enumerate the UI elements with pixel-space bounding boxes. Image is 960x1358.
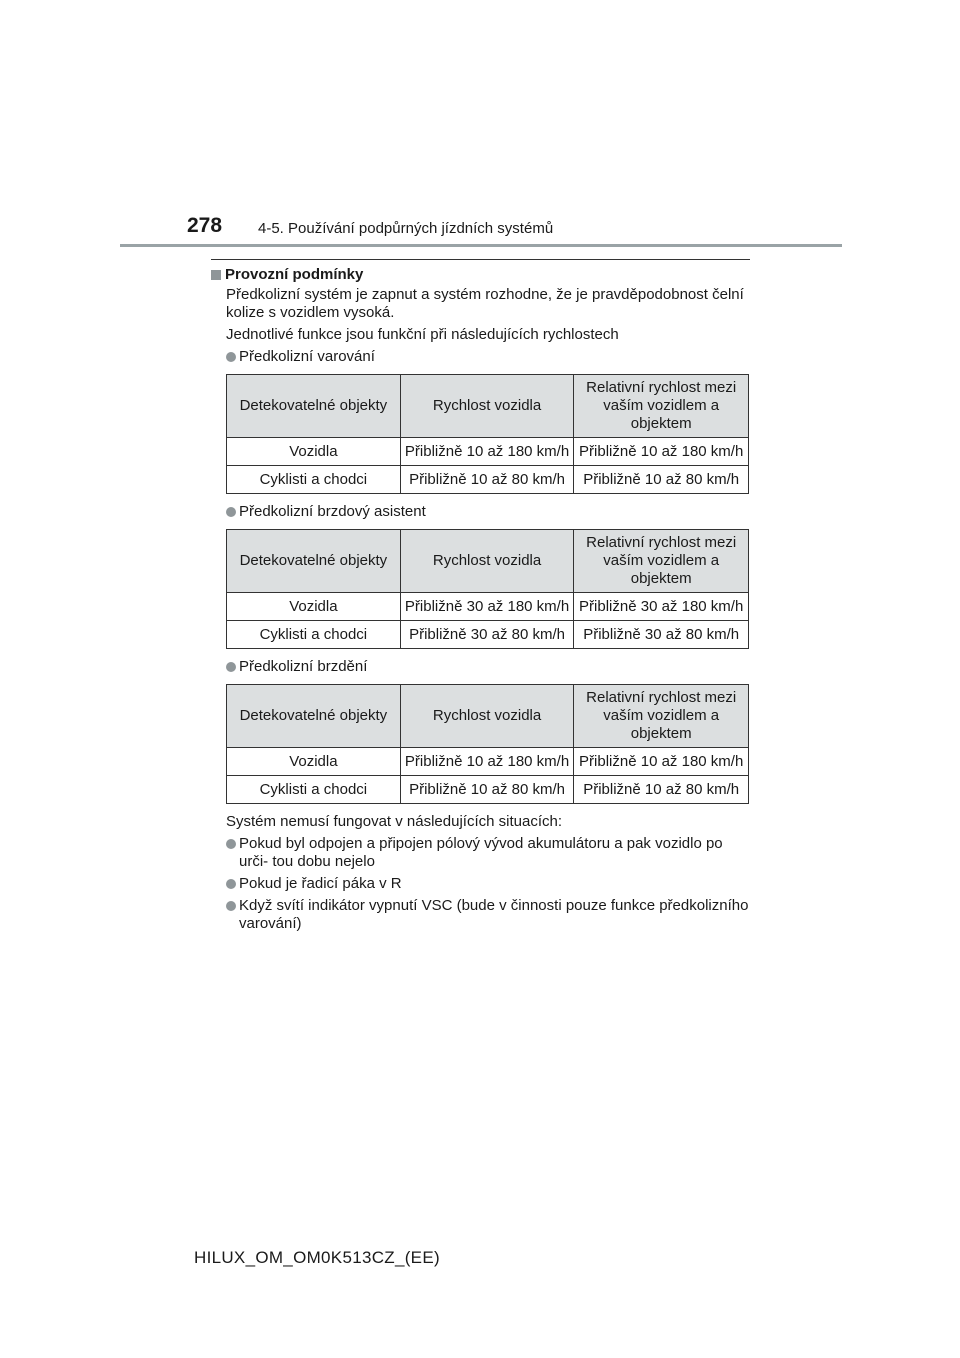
round-bullet-icon bbox=[226, 662, 236, 672]
table-header-cell: Rychlost vozidla bbox=[400, 375, 574, 438]
table-title-bullet bbox=[226, 503, 751, 521]
table-title: Předkolizní brzdění bbox=[239, 658, 368, 675]
table-header-row bbox=[227, 685, 749, 748]
content-divider bbox=[211, 259, 750, 260]
table-cell: Cyklisti a chodci bbox=[227, 776, 401, 804]
table-cell: Přibližně 10 až 80 km/h bbox=[574, 776, 749, 804]
table-cell: Přibližně 30 až 80 km/h bbox=[574, 621, 749, 649]
table-row bbox=[227, 466, 749, 494]
table-cell: Přibližně 10 až 80 km/h bbox=[400, 466, 574, 494]
table-cell: Přibližně 30 až 80 km/h bbox=[400, 621, 574, 649]
table-header-row bbox=[227, 530, 749, 593]
round-bullet-icon bbox=[226, 839, 236, 849]
round-bullet-icon bbox=[226, 879, 236, 889]
speed-table-braking bbox=[226, 684, 749, 804]
table-header-row bbox=[227, 375, 749, 438]
document-code: HILUX_OM_OM0K513CZ_(EE) bbox=[194, 1248, 440, 1267]
table-header-cell: Relativní rychlost mezi vaším vozidlem a objektem bbox=[574, 375, 749, 438]
page-content bbox=[211, 266, 751, 937]
square-bullet-icon bbox=[211, 270, 221, 280]
limitation-item bbox=[226, 897, 751, 933]
table-cell: Přibližně 10 až 180 km/h bbox=[400, 748, 574, 776]
section-heading bbox=[211, 266, 751, 284]
limitation-text: Pokud je řadicí páka v R bbox=[239, 875, 402, 892]
limitations-intro: Systém nemusí fungovat v následujících situacích: bbox=[226, 813, 562, 830]
section-title: 4-5. Používání podpůrných jízdních systémů bbox=[258, 220, 554, 237]
speed-table-warning bbox=[226, 374, 749, 494]
table-cell: Přibližně 10 až 80 km/h bbox=[400, 776, 574, 804]
table-title-bullet bbox=[226, 348, 751, 366]
table-header-cell: Rychlost vozidla bbox=[400, 530, 574, 593]
section-heading-text: Provozní podmínky bbox=[225, 266, 364, 283]
table-header-cell: Detekovatelné objekty bbox=[227, 530, 401, 593]
table-cell: Přibližně 10 až 80 km/h bbox=[574, 466, 749, 494]
table-title-bullet bbox=[226, 658, 751, 676]
table-row bbox=[227, 776, 749, 804]
round-bullet-icon bbox=[226, 901, 236, 911]
table-cell: Vozidla bbox=[227, 593, 401, 621]
header-divider bbox=[120, 244, 842, 247]
table-header-cell: Detekovatelné objekty bbox=[227, 375, 401, 438]
page-number: 278 bbox=[187, 214, 223, 237]
table-cell: Přibližně 10 až 180 km/h bbox=[574, 748, 749, 776]
speed-table-brake-assist bbox=[226, 529, 749, 649]
limitation-text: Když svítí indikátor vypnutí VSC (bude v činnosti pouze funkce předkolizního varování) bbox=[239, 897, 749, 932]
table-title: Předkolizní brzdový asistent bbox=[239, 503, 426, 520]
table-row bbox=[227, 438, 749, 466]
table-cell: Přibližně 10 až 180 km/h bbox=[574, 438, 749, 466]
table-row bbox=[227, 593, 749, 621]
limitation-item bbox=[226, 875, 751, 893]
round-bullet-icon bbox=[226, 507, 236, 517]
table-cell: Cyklisti a chodci bbox=[227, 621, 401, 649]
table-cell: Přibližně 30 až 180 km/h bbox=[400, 593, 574, 621]
table-header-cell: Rychlost vozidla bbox=[400, 685, 574, 748]
limitation-item bbox=[226, 835, 751, 871]
table-cell: Přibližně 10 až 180 km/h bbox=[400, 438, 574, 466]
table-row bbox=[227, 748, 749, 776]
limitation-text: Pokud byl odpojen a připojen pólový vývod akumulátoru a pak vozidlo po urči- tou dobu nejelo bbox=[239, 835, 723, 870]
table-header-cell: Relativní rychlost mezi vaším vozidlem a objektem bbox=[574, 530, 749, 593]
table-row bbox=[227, 621, 749, 649]
round-bullet-icon bbox=[226, 352, 236, 362]
table-cell: Vozidla bbox=[227, 438, 401, 466]
table-cell: Vozidla bbox=[227, 748, 401, 776]
table-cell: Přibližně 30 až 180 km/h bbox=[574, 593, 749, 621]
speeds-intro-paragraph: Jednotlivé funkce jsou funkční při následujících rychlostech bbox=[226, 326, 619, 343]
table-cell: Cyklisti a chodci bbox=[227, 466, 401, 494]
intro-paragraph: Předkolizní systém je zapnut a systém rozhodne, že je pravděpodobnost čelní kolize s vozidlem vysoká. bbox=[226, 286, 744, 321]
table-header-cell: Detekovatelné objekty bbox=[227, 685, 401, 748]
table-header-cell: Relativní rychlost mezi vaším vozidlem a objektem bbox=[574, 685, 749, 748]
table-title: Předkolizní varování bbox=[239, 348, 375, 365]
